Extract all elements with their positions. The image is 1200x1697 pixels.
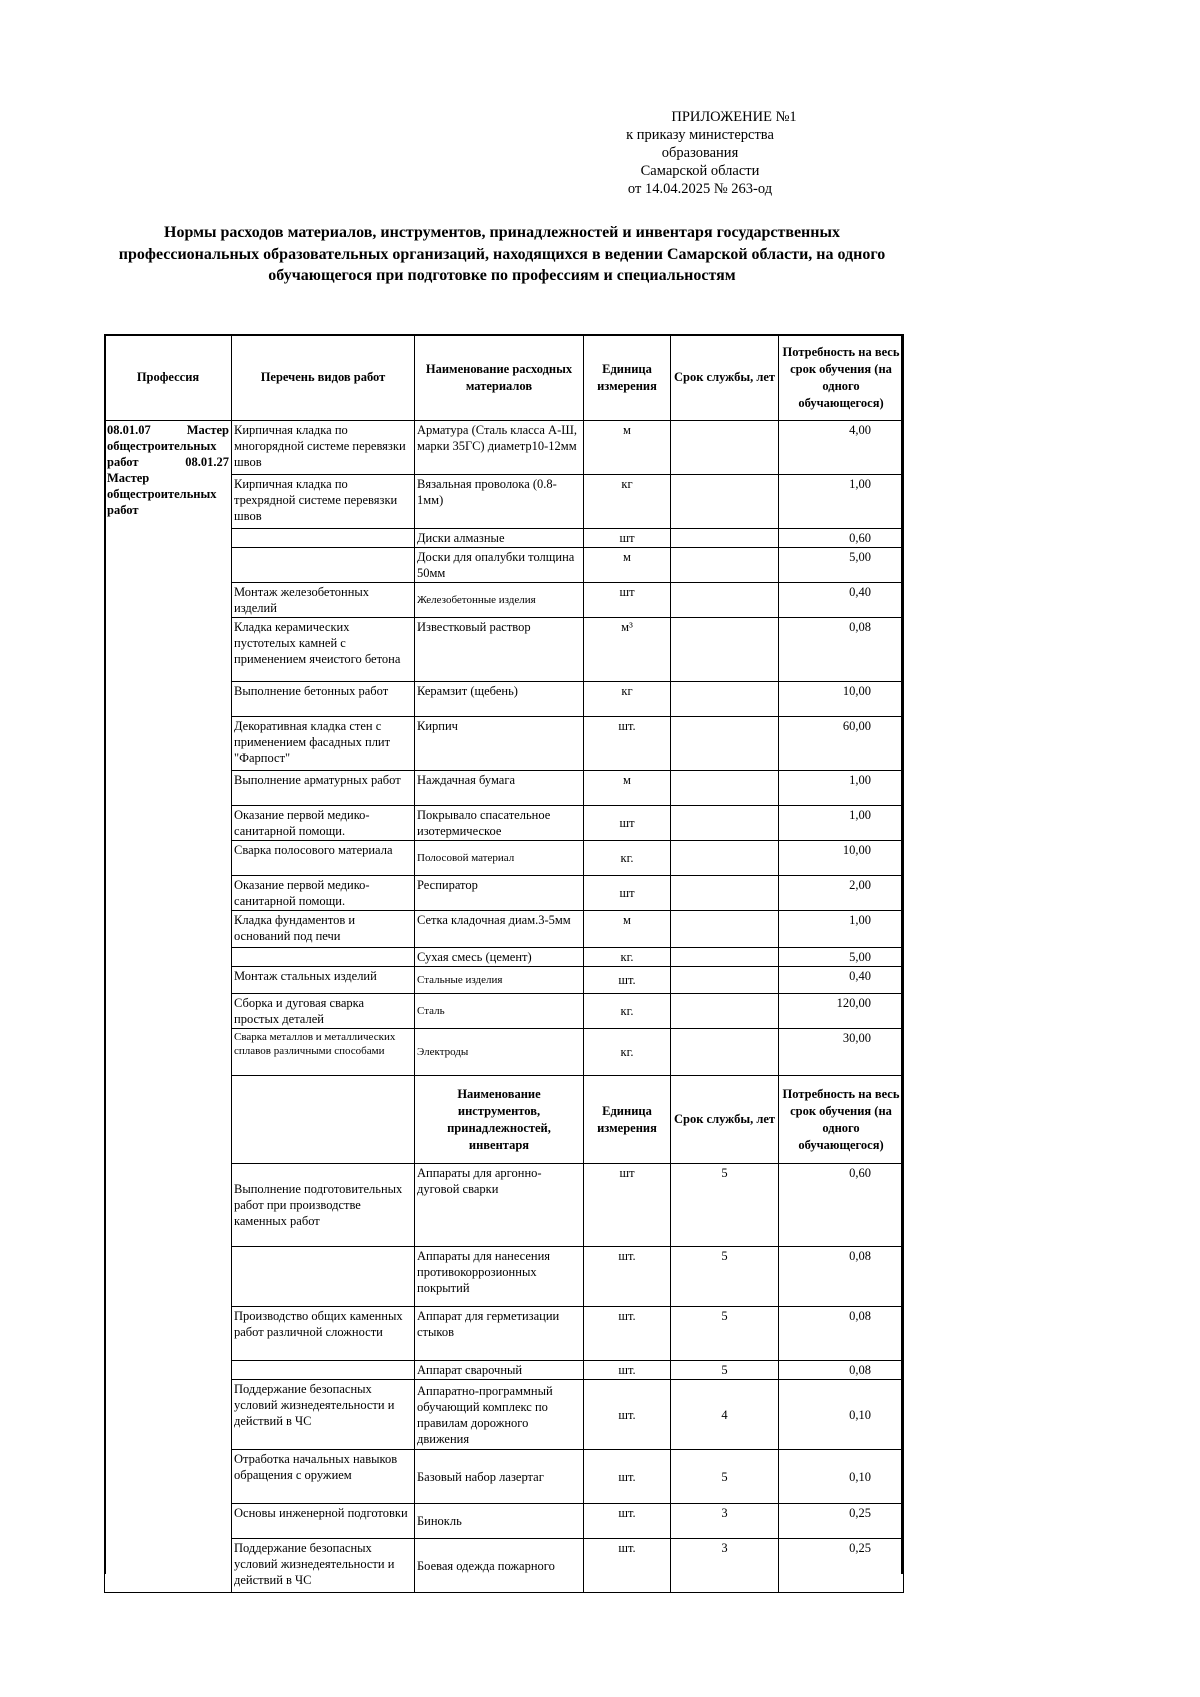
- term-cell: [671, 967, 779, 994]
- work-cell: Кирпичная кладка по многорядной системе перевязки швов: [232, 421, 415, 475]
- term-cell: [671, 948, 779, 967]
- need-cell: 0,10: [779, 1450, 904, 1504]
- material-cell: Сталь: [415, 994, 584, 1029]
- need-cell: 120,00: [779, 994, 904, 1029]
- term-cell: [671, 548, 779, 583]
- work-cell: Производство общих каменных работ различной сложности: [232, 1307, 415, 1361]
- appendix-line: к приказу министерства: [626, 127, 774, 143]
- need-cell: 4,00: [779, 421, 904, 475]
- work-cell: Кирпичная кладка по трехрядной системе перевязки швов: [232, 475, 415, 529]
- document-title: Нормы расходов материалов, инструментов, принадлежностей и инвентаря государственных профессиональных образовательных организаций, находящихся в ведении Самарской области, на одного обучающегося при подготовке по профессиям и специальностям: [118, 224, 886, 284]
- term-cell: 5: [671, 1164, 779, 1247]
- material-cell: Железобетонные изделия: [415, 583, 584, 618]
- work-cell: [232, 948, 415, 967]
- unit-cell: кг: [584, 682, 671, 717]
- tool-cell: Аппараты для аргонно-дуговой сварки: [415, 1164, 584, 1247]
- norms-table: [104, 334, 904, 1593]
- term-cell: [671, 806, 779, 841]
- work-cell: Монтаж стальных изделий: [232, 967, 415, 994]
- term-cell: [671, 841, 779, 876]
- tool-cell: Аппарат сварочный: [415, 1361, 584, 1380]
- appendix-title: ПРИЛОЖЕНИЕ №1: [671, 109, 797, 125]
- need-cell: 60,00: [779, 717, 904, 771]
- header-profession: Профессия: [105, 335, 232, 421]
- header-need: Потребность на весь срок обучения (на одного обучающегося): [779, 335, 904, 421]
- need-cell: 10,00: [779, 682, 904, 717]
- header-need: Потребность на весь срок обучения (на одного обучающегося): [779, 1076, 904, 1164]
- unit-cell: шт: [584, 806, 671, 841]
- material-cell: Арматура (Сталь класса А-Ш, марки 35ГС) диаметр10-12мм: [415, 421, 584, 475]
- need-cell: 1,00: [779, 771, 904, 806]
- unit-cell: м: [584, 421, 671, 475]
- work-cell: Оказание первой медико-санитарной помощи.: [232, 806, 415, 841]
- tool-cell: Аппаратно-программный обучающий комплекс по правилам дорожного движения: [415, 1380, 584, 1450]
- term-cell: 5: [671, 1361, 779, 1380]
- term-cell: [671, 994, 779, 1029]
- term-cell: [671, 911, 779, 948]
- unit-cell: шт.: [584, 1450, 671, 1504]
- material-cell: Кирпич: [415, 717, 584, 771]
- work-cell: [232, 1361, 415, 1380]
- material-cell: Сухая смесь (цемент): [415, 948, 584, 967]
- appendix-block: [520, 108, 880, 198]
- work-cell: Выполнение бетонных работ: [232, 682, 415, 717]
- term-cell: [671, 618, 779, 682]
- header-tools: Наименование инструментов, принадлежностей, инвентаря: [415, 1076, 584, 1164]
- need-cell: 0,40: [779, 583, 904, 618]
- tool-cell: Аппарат для герметизации стыков: [415, 1307, 584, 1361]
- unit-cell: шт.: [584, 1307, 671, 1361]
- unit-cell: кг.: [584, 994, 671, 1029]
- header-term: Срок службы, лет: [671, 335, 779, 421]
- work-cell: Основы инженерной подготовки: [232, 1504, 415, 1539]
- unit-cell: шт.: [584, 1247, 671, 1307]
- term-cell: 5: [671, 1307, 779, 1361]
- unit-cell: кг.: [584, 948, 671, 967]
- tool-cell: Базовый набор лазертаг: [415, 1450, 584, 1504]
- unit-cell: кг.: [584, 841, 671, 876]
- unit-cell: шт.: [584, 1361, 671, 1380]
- need-cell: 10,00: [779, 841, 904, 876]
- table-row: [105, 421, 904, 475]
- work-cell: Кладка фундаментов и оснований под печи: [232, 911, 415, 948]
- material-cell: Электроды: [415, 1029, 584, 1076]
- material-cell: Наждачная бумага: [415, 771, 584, 806]
- unit-cell: м: [584, 771, 671, 806]
- term-cell: [671, 583, 779, 618]
- unit-cell: кг: [584, 475, 671, 529]
- need-cell: 0,25: [779, 1504, 904, 1539]
- header-works: Перечень видов работ: [232, 335, 415, 421]
- material-cell: Полосовой материал: [415, 841, 584, 876]
- header-materials: Наименование расходных материалов: [415, 335, 584, 421]
- term-cell: [671, 475, 779, 529]
- term-cell: [671, 682, 779, 717]
- unit-cell: шт.: [584, 717, 671, 771]
- work-cell: Сварка полосового материала: [232, 841, 415, 876]
- term-cell: [671, 1029, 779, 1076]
- need-cell: 0,08: [779, 1361, 904, 1380]
- material-cell: Известковый раствор: [415, 618, 584, 682]
- unit-cell: шт.: [584, 1504, 671, 1539]
- material-cell: Покрывало спасательное изотермическое: [415, 806, 584, 841]
- material-cell: Доски для опалубки толщина 50мм: [415, 548, 584, 583]
- appendix-line: образования: [661, 145, 739, 161]
- term-cell: [671, 421, 779, 475]
- need-cell: 0,60: [779, 1164, 904, 1247]
- appendix-date: от 14.04.2025 № 263-од: [627, 181, 773, 197]
- header-works-empty: [232, 1076, 415, 1164]
- unit-cell: шт.: [584, 1539, 671, 1593]
- material-cell: Стальные изделия: [415, 967, 584, 994]
- work-cell: Поддержание безопасных условий жизнедеятельности и действий в ЧС: [232, 1380, 415, 1450]
- material-cell: Диски алмазные: [415, 529, 584, 548]
- term-cell: [671, 717, 779, 771]
- need-cell: 1,00: [779, 475, 904, 529]
- work-cell: Кладка керамических пустотелых камней с применением ячеистого бетона: [232, 618, 415, 682]
- need-cell: 0,08: [779, 1247, 904, 1307]
- unit-cell: шт.: [584, 967, 671, 994]
- material-cell: Керамзит (щебень): [415, 682, 584, 717]
- tool-cell: Бинокль: [415, 1504, 584, 1539]
- need-cell: 0,40: [779, 967, 904, 994]
- tool-cell: Аппараты для нанесения противокоррозионных покрытий: [415, 1247, 584, 1307]
- need-cell: 30,00: [779, 1029, 904, 1076]
- tool-cell: Боевая одежда пожарного: [415, 1539, 584, 1593]
- term-cell: 3: [671, 1504, 779, 1539]
- term-cell: [671, 771, 779, 806]
- work-cell: Сборка и дуговая сварка простых деталей: [232, 994, 415, 1029]
- unit-cell: шт.: [584, 1380, 671, 1450]
- unit-cell: м³: [584, 618, 671, 682]
- header-unit: Единица измерения: [584, 1076, 671, 1164]
- need-cell: 5,00: [779, 548, 904, 583]
- table-header-row: [105, 335, 904, 421]
- material-cell: Респиратор: [415, 876, 584, 911]
- unit-cell: м: [584, 548, 671, 583]
- term-cell: [671, 529, 779, 548]
- unit-cell: шт: [584, 1164, 671, 1247]
- work-cell: Выполнение подготовительных работ при производстве каменных работ: [232, 1164, 415, 1247]
- material-cell: Сетка кладочная диам.3-5мм: [415, 911, 584, 948]
- need-cell: 0,08: [779, 1307, 904, 1361]
- work-cell: Выполнение арматурных работ: [232, 771, 415, 806]
- need-cell: 0,08: [779, 618, 904, 682]
- need-cell: 1,00: [779, 806, 904, 841]
- appendix-line: Самарской области: [640, 163, 760, 179]
- unit-cell: шт: [584, 529, 671, 548]
- term-cell: 5: [671, 1247, 779, 1307]
- term-cell: 3: [671, 1539, 779, 1593]
- need-cell: 0,25: [779, 1539, 904, 1593]
- work-cell: Монтаж железобетонных изделий: [232, 583, 415, 618]
- work-cell: Поддержание безопасных условий жизнедеятельности и действий в ЧС: [232, 1539, 415, 1593]
- header-unit: Единица измерения: [584, 335, 671, 421]
- need-cell: 5,00: [779, 948, 904, 967]
- profession-cell: 08.01.07 Мастер общестроительных работ 08.01.27 Мастер общестроительных работ: [105, 421, 232, 1593]
- unit-cell: кг.: [584, 1029, 671, 1076]
- work-cell: Декоративная кладка стен с применением фасадных плит "Фарпост": [232, 717, 415, 771]
- work-cell: [232, 548, 415, 583]
- header-term: Срок службы, лет: [671, 1076, 779, 1164]
- term-cell: 5: [671, 1450, 779, 1504]
- work-cell: [232, 1247, 415, 1307]
- need-cell: 1,00: [779, 911, 904, 948]
- material-cell: Вязальная проволока (0.8-1мм): [415, 475, 584, 529]
- work-cell: Отработка начальных навыков обращения с оружием: [232, 1450, 415, 1504]
- need-cell: 2,00: [779, 876, 904, 911]
- work-cell: [232, 529, 415, 548]
- work-cell: Сварка металлов и металлических сплавов различными способами: [232, 1029, 415, 1076]
- work-cell: Оказание первой медико-санитарной помощи.: [232, 876, 415, 911]
- need-cell: 0,60: [779, 529, 904, 548]
- unit-cell: м: [584, 911, 671, 948]
- unit-cell: шт: [584, 583, 671, 618]
- unit-cell: шт: [584, 876, 671, 911]
- need-cell: 0,10: [779, 1380, 904, 1450]
- term-cell: 4: [671, 1380, 779, 1450]
- term-cell: [671, 876, 779, 911]
